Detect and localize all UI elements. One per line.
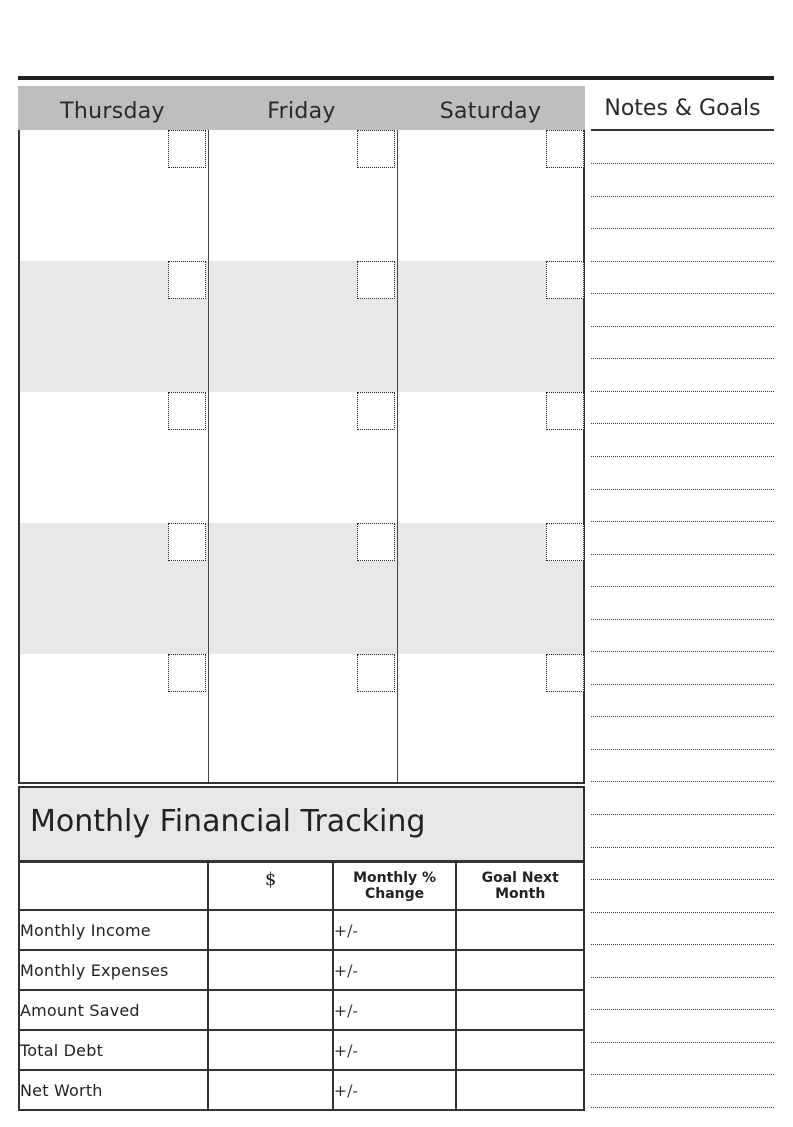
calendar-day-cell[interactable] <box>398 392 586 523</box>
goal-cell[interactable] <box>456 910 584 950</box>
calendar-day-cell[interactable] <box>20 130 208 261</box>
date-box[interactable] <box>168 392 206 430</box>
change-cell[interactable]: +/- <box>333 1070 457 1110</box>
note-line[interactable] <box>591 196 774 197</box>
note-line[interactable] <box>591 684 774 685</box>
date-box[interactable] <box>357 392 395 430</box>
change-cell[interactable]: +/- <box>333 990 457 1030</box>
date-box[interactable] <box>168 654 206 692</box>
note-line[interactable] <box>591 814 774 815</box>
calendar-week-row <box>20 392 583 523</box>
note-line[interactable] <box>591 456 774 457</box>
day-header-friday: Friday <box>267 99 336 124</box>
note-line[interactable] <box>591 521 774 522</box>
header-label-col <box>19 862 208 910</box>
note-line[interactable] <box>591 944 774 945</box>
date-box[interactable] <box>546 392 584 430</box>
date-box[interactable] <box>168 130 206 168</box>
calendar-day-cell[interactable] <box>209 130 397 261</box>
row-label: Total Debt <box>19 1030 208 1070</box>
calendar-grid <box>18 130 583 782</box>
header-goal-next-month: Goal Next Month <box>456 862 584 910</box>
calendar-day-cell[interactable] <box>20 392 208 523</box>
calendar-week-row <box>20 654 583 785</box>
note-line[interactable] <box>591 228 774 229</box>
calendar-day-cell[interactable] <box>209 392 397 523</box>
notes-title-underline <box>591 129 774 131</box>
date-box[interactable] <box>546 523 584 561</box>
note-line[interactable] <box>591 977 774 978</box>
calendar-day-cell[interactable] <box>398 654 586 785</box>
tracking-table <box>18 861 585 1111</box>
row-label: Amount Saved <box>19 990 208 1030</box>
row-label: Net Worth <box>19 1070 208 1110</box>
amount-cell[interactable] <box>208 990 332 1030</box>
note-line[interactable] <box>591 554 774 555</box>
column-divider <box>397 130 398 782</box>
date-box[interactable] <box>546 654 584 692</box>
calendar-header <box>18 86 585 130</box>
date-box[interactable] <box>546 261 584 299</box>
header-dollar: $ <box>208 862 332 910</box>
note-line[interactable] <box>591 912 774 913</box>
note-line[interactable] <box>591 879 774 880</box>
amount-cell[interactable] <box>208 950 332 990</box>
column-divider <box>208 130 209 782</box>
note-line[interactable] <box>591 651 774 652</box>
note-line[interactable] <box>591 619 774 620</box>
notes-title: Notes & Goals <box>604 96 761 121</box>
table-row <box>19 1030 584 1070</box>
date-box[interactable] <box>357 261 395 299</box>
note-line[interactable] <box>591 781 774 782</box>
calendar-day-cell[interactable] <box>20 523 208 654</box>
note-line[interactable] <box>591 1042 774 1043</box>
row-label: Monthly Expenses <box>19 950 208 990</box>
note-line[interactable] <box>591 847 774 848</box>
note-line[interactable] <box>591 586 774 587</box>
calendar-week-row <box>20 130 583 261</box>
note-line[interactable] <box>591 261 774 262</box>
calendar-day-cell[interactable] <box>398 130 586 261</box>
goal-cell[interactable] <box>456 1070 584 1110</box>
date-box[interactable] <box>357 654 395 692</box>
date-box[interactable] <box>357 523 395 561</box>
calendar-day-cell[interactable] <box>209 261 397 392</box>
note-line[interactable] <box>591 489 774 490</box>
note-line[interactable] <box>591 423 774 424</box>
calendar-day-cell[interactable] <box>398 523 586 654</box>
calendar-day-cell[interactable] <box>20 654 208 785</box>
calendar-day-cell[interactable] <box>20 261 208 392</box>
goal-cell[interactable] <box>456 950 584 990</box>
note-line[interactable] <box>591 1009 774 1010</box>
tracking-title-box <box>18 786 585 862</box>
amount-cell[interactable] <box>208 910 332 950</box>
weekly-calendar <box>18 86 585 784</box>
change-cell[interactable]: +/- <box>333 1030 457 1070</box>
goal-cell[interactable] <box>456 990 584 1030</box>
change-cell[interactable]: +/- <box>333 950 457 990</box>
table-row <box>19 1070 584 1110</box>
top-rule <box>18 76 774 80</box>
note-line[interactable] <box>591 716 774 717</box>
calendar-day-cell[interactable] <box>398 261 586 392</box>
note-line[interactable] <box>591 749 774 750</box>
day-header-saturday: Saturday <box>439 99 542 124</box>
table-row <box>19 950 584 990</box>
financial-tracking <box>18 786 585 1110</box>
goal-cell[interactable] <box>456 1030 584 1070</box>
note-line[interactable] <box>591 391 774 392</box>
change-cell[interactable]: +/- <box>333 910 457 950</box>
date-box[interactable] <box>357 130 395 168</box>
date-box[interactable] <box>168 261 206 299</box>
note-line[interactable] <box>591 1074 774 1075</box>
table-row <box>19 990 584 1030</box>
calendar-week-row <box>20 523 583 654</box>
row-label: Monthly Income <box>19 910 208 950</box>
amount-cell[interactable] <box>208 1070 332 1110</box>
date-box[interactable] <box>546 130 584 168</box>
tracking-title: Monthly Financial Tracking <box>30 804 426 839</box>
note-line[interactable] <box>591 163 774 164</box>
amount-cell[interactable] <box>208 1030 332 1070</box>
note-line[interactable] <box>591 1107 774 1108</box>
note-line[interactable] <box>591 293 774 294</box>
header-monthly-change: Monthly % Change <box>333 862 457 910</box>
table-row <box>19 910 584 950</box>
note-line[interactable] <box>591 358 774 359</box>
calendar-day-cell[interactable] <box>209 523 397 654</box>
calendar-day-cell[interactable] <box>209 654 397 785</box>
table-header-row <box>19 862 584 910</box>
day-header-thursday: Thursday <box>60 99 165 124</box>
note-line[interactable] <box>591 326 774 327</box>
date-box[interactable] <box>168 523 206 561</box>
calendar-week-row <box>20 261 583 392</box>
